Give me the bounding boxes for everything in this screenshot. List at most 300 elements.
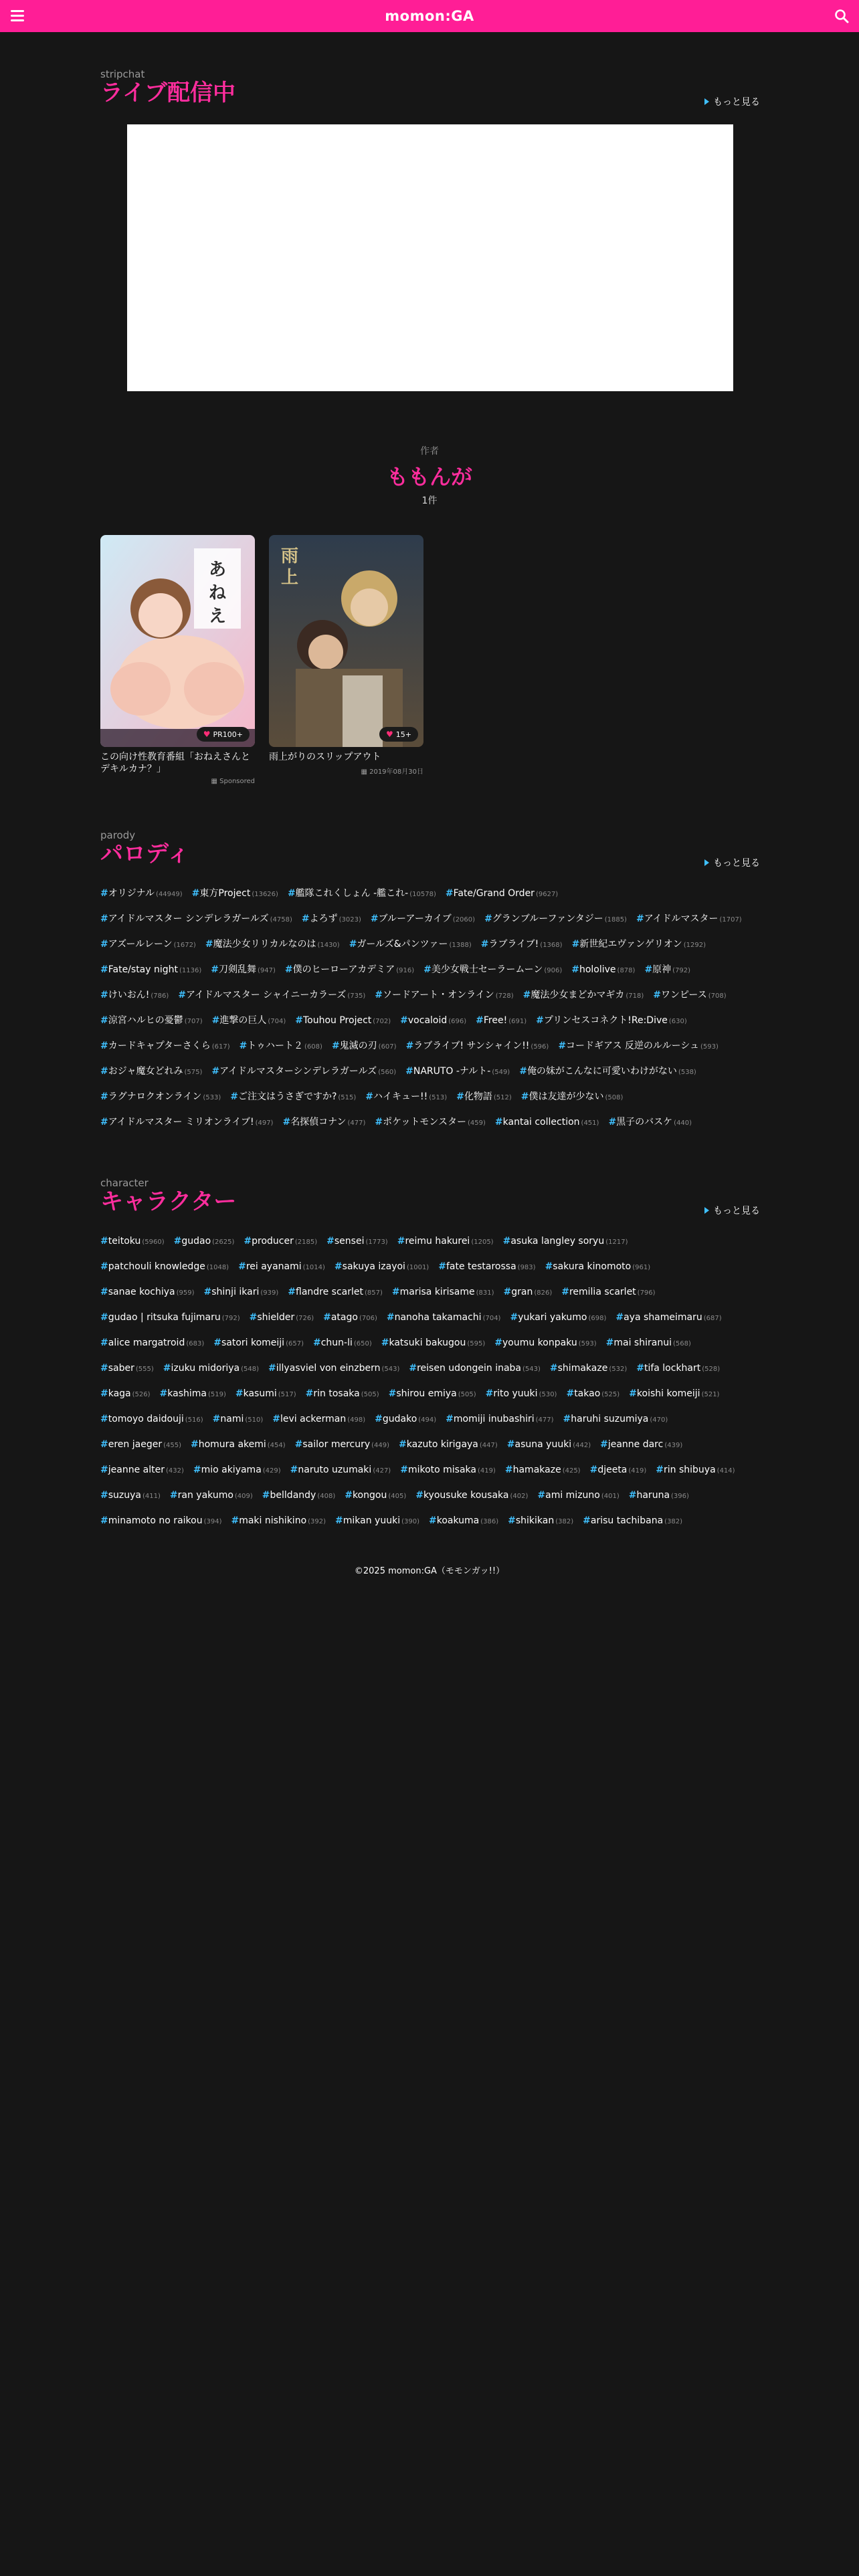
tag-count: (906) <box>544 967 563 974</box>
work-title[interactable]: 雨上がりのスリップアウト <box>269 752 381 762</box>
tag-link[interactable] <box>505 1458 581 1483</box>
tag-name: rin tosaka <box>313 1388 360 1399</box>
tag-count: (543) <box>381 1366 400 1373</box>
tag-link[interactable] <box>100 932 196 958</box>
tag-link[interactable] <box>563 1407 668 1432</box>
hash-icon: # <box>522 990 531 1000</box>
tag-count: (1048) <box>206 1264 229 1271</box>
parody-section <box>100 829 760 876</box>
hash-icon: # <box>608 1117 617 1128</box>
tag-link[interactable] <box>100 1509 221 1534</box>
tag-count: (735) <box>347 992 366 1000</box>
more-link[interactable]: もっと見る <box>704 95 760 108</box>
tag-link[interactable] <box>100 1356 154 1382</box>
tag-link[interactable] <box>231 1509 326 1534</box>
tag-link[interactable] <box>566 1382 619 1407</box>
tag-count: (3023) <box>339 916 361 924</box>
tag-link[interactable] <box>429 1509 498 1534</box>
tag-link[interactable] <box>204 1280 279 1305</box>
tag-name: gudako <box>382 1414 417 1424</box>
tag-count: (543) <box>522 1366 541 1373</box>
tag-name: kantai collection <box>502 1117 580 1128</box>
tag-count: (427) <box>373 1467 391 1475</box>
tag-link[interactable] <box>387 1305 501 1331</box>
tag-name: 東方Project <box>199 888 251 899</box>
tag-link[interactable] <box>295 1432 389 1458</box>
hash-icon: # <box>571 939 580 950</box>
tag-link[interactable] <box>335 1255 429 1280</box>
tag-name: 艦隊これくしょん -艦これ- <box>295 888 409 899</box>
tag-count: (608) <box>304 1043 322 1051</box>
tag-link[interactable] <box>644 958 690 983</box>
tag-link[interactable] <box>332 1034 397 1059</box>
tag-link[interactable] <box>481 932 563 958</box>
tag-name: 名探偵コナン <box>290 1117 347 1128</box>
tag-count: (411) <box>142 1493 161 1500</box>
tag-count: (4758) <box>270 916 292 924</box>
tag-name: rito yuuki <box>493 1388 538 1399</box>
tag-link[interactable] <box>100 1085 221 1110</box>
tag-link[interactable] <box>100 1229 165 1255</box>
tag-name: 黒子のバスケ <box>616 1117 673 1128</box>
tag-link[interactable] <box>508 1509 573 1534</box>
tag-link[interactable] <box>656 1458 735 1483</box>
tag-name: おジャ魔女どれみ <box>108 1066 183 1077</box>
tag-link[interactable] <box>326 1229 388 1255</box>
tag-link[interactable] <box>306 1382 379 1407</box>
tag-link[interactable] <box>629 1382 719 1407</box>
tag-count: (939) <box>260 1289 279 1297</box>
hash-icon: # <box>503 1287 512 1297</box>
tag-link[interactable] <box>302 907 361 932</box>
tag-link[interactable] <box>536 1008 687 1034</box>
tag-link[interactable] <box>521 1085 624 1110</box>
hash-icon: # <box>100 1515 108 1526</box>
hash-icon: # <box>400 1465 408 1475</box>
tag-link[interactable] <box>494 1331 596 1356</box>
tag-count: (2185) <box>294 1239 318 1246</box>
hash-icon: # <box>537 1490 546 1501</box>
tag-link[interactable] <box>230 1085 356 1110</box>
tag-link[interactable] <box>608 1110 692 1136</box>
svg-text:え: え <box>208 607 227 627</box>
tag-link[interactable] <box>365 1085 447 1110</box>
tag-link[interactable] <box>213 1407 264 1432</box>
tag-count: (396) <box>671 1493 689 1500</box>
svg-text:あ: あ <box>208 560 227 580</box>
tag-link[interactable] <box>100 1483 161 1509</box>
tag-link[interactable] <box>409 1356 541 1382</box>
tag-count: (512) <box>493 1094 512 1101</box>
tag-link[interactable] <box>405 1059 510 1085</box>
hash-icon: # <box>438 1261 446 1272</box>
site-logo[interactable]: momon:GA <box>385 8 474 24</box>
tag-count: (521) <box>701 1391 720 1398</box>
tag-count: (796) <box>637 1289 656 1297</box>
tag-link[interactable] <box>400 1008 466 1034</box>
tag-count: (707) <box>184 1018 203 1025</box>
tag-link[interactable] <box>446 1407 553 1432</box>
tag-count: (831) <box>476 1289 494 1297</box>
hamburger-menu-icon[interactable] <box>9 8 25 24</box>
tag-link[interactable] <box>272 1407 365 1432</box>
tag-link[interactable] <box>381 1331 486 1356</box>
tag-link[interactable] <box>335 1509 419 1534</box>
tag-count: (1136) <box>179 967 202 974</box>
tag-link[interactable] <box>163 1356 259 1382</box>
tag-count: (1430) <box>317 942 340 949</box>
tag-count: (419) <box>477 1467 496 1475</box>
tag-name: momiji inubashiri <box>453 1414 535 1424</box>
calendar-icon: ▦ <box>361 768 367 776</box>
hash-icon: # <box>397 1236 405 1247</box>
hash-icon: # <box>561 1287 569 1297</box>
hash-icon: # <box>456 1091 464 1102</box>
tag-name: アイドルマスター シンデレラガールズ <box>108 914 269 924</box>
section-eyebrow: character <box>100 1177 149 1189</box>
hash-icon: # <box>262 1490 270 1501</box>
tag-count: (409) <box>234 1493 253 1500</box>
tag-link[interactable] <box>636 907 742 932</box>
tag-link[interactable] <box>600 1432 682 1458</box>
tag-link[interactable] <box>100 1331 204 1356</box>
calendar-icon: ▦ <box>211 778 217 786</box>
tag-name: reisen udongein inaba <box>417 1363 522 1374</box>
tag-link[interactable] <box>262 1483 335 1509</box>
tag-link[interactable] <box>288 1280 383 1305</box>
tag-name: teitoku <box>108 1236 141 1247</box>
tag-count: (419) <box>628 1467 647 1475</box>
hash-icon: # <box>323 1312 331 1323</box>
more-link[interactable]: もっと見る <box>704 1204 760 1217</box>
tag-link[interactable] <box>295 1008 391 1034</box>
tag-name: ワンピース <box>660 990 707 1000</box>
tag-link[interactable] <box>653 983 726 1008</box>
tag-link[interactable] <box>191 1432 286 1458</box>
tag-name: illyasviel von einzbern <box>276 1363 381 1374</box>
tag-name: producer <box>252 1236 294 1247</box>
tag-name: haruhi suzumiya <box>571 1414 649 1424</box>
tag-link[interactable] <box>523 983 644 1008</box>
tag-link[interactable] <box>268 1356 399 1382</box>
tag-name: アイドルマスターシンデレラガールズ <box>219 1066 377 1077</box>
tag-count: (1885) <box>604 916 627 924</box>
tag-name: nami <box>220 1414 244 1424</box>
tag-link[interactable] <box>389 1382 476 1407</box>
tag-count: (593) <box>700 1043 719 1051</box>
tag-count: (505) <box>361 1391 379 1398</box>
tag-name: アズールレーン <box>108 939 173 950</box>
tag-count: (696) <box>448 1018 467 1025</box>
tag-name: 新世紀エヴァンゲリオン <box>579 939 682 950</box>
hash-icon: # <box>386 1312 395 1323</box>
tag-link[interactable] <box>438 1255 535 1280</box>
hash-icon: # <box>211 1066 220 1077</box>
tag-link[interactable] <box>503 1280 552 1305</box>
tag-link[interactable] <box>100 1280 195 1305</box>
hash-icon: # <box>100 1439 108 1450</box>
tag-count: (961) <box>632 1264 651 1271</box>
tag-link[interactable] <box>313 1331 372 1356</box>
tag-link[interactable] <box>545 1255 651 1280</box>
author-name: ももんが <box>386 464 472 490</box>
tag-name: kasumi <box>243 1388 277 1399</box>
tag-link[interactable] <box>323 1305 377 1331</box>
hash-icon: # <box>400 1015 408 1026</box>
hash-icon: # <box>566 1388 575 1399</box>
hash-icon: # <box>284 964 293 975</box>
tag-count: (1388) <box>449 942 472 949</box>
triangle-right-icon <box>704 859 709 866</box>
tag-link[interactable] <box>100 1407 203 1432</box>
hash-icon: # <box>485 1388 494 1399</box>
hash-icon: # <box>178 990 186 1000</box>
tag-name: アイドルマスター <box>644 914 719 924</box>
tag-link[interactable] <box>371 907 475 932</box>
more-link[interactable]: もっと見る <box>704 856 760 869</box>
hash-icon: # <box>334 1261 343 1272</box>
tag-link[interactable] <box>399 1432 498 1458</box>
tag-name: kyousuke kousaka <box>423 1490 509 1501</box>
tag-link[interactable] <box>282 1110 365 1136</box>
tag-link[interactable] <box>446 881 558 907</box>
tag-name: gudao | ritsuka fujimaru <box>108 1312 221 1323</box>
work-thumbnail[interactable] <box>100 535 255 747</box>
work-card[interactable] <box>100 535 255 785</box>
tag-link[interactable] <box>629 1483 689 1509</box>
tag-link[interactable] <box>213 1331 304 1356</box>
hash-icon: # <box>375 1414 383 1424</box>
tag-count: (706) <box>359 1315 377 1322</box>
hash-icon: # <box>100 964 108 975</box>
tag-count: (2625) <box>212 1239 235 1246</box>
live-stream-frame[interactable] <box>127 124 733 391</box>
tag-link[interactable] <box>423 958 562 983</box>
tag-link[interactable] <box>392 1280 494 1305</box>
tag-count: (516) <box>185 1416 203 1424</box>
tag-link[interactable] <box>636 1356 720 1382</box>
tag-name: shirou emiya <box>396 1388 457 1399</box>
tag-link[interactable] <box>290 1458 391 1483</box>
tag-count: (392) <box>308 1518 326 1525</box>
author-label: 作者 <box>420 446 439 457</box>
hash-icon: # <box>100 990 108 1000</box>
tag-link[interactable] <box>211 958 276 983</box>
tag-link[interactable] <box>561 1280 655 1305</box>
tag-link[interactable] <box>615 1305 721 1331</box>
tag-link[interactable] <box>590 1458 647 1483</box>
tag-link[interactable] <box>160 1382 226 1407</box>
tag-name: mai shiranui <box>613 1337 672 1348</box>
tag-link[interactable] <box>100 1110 273 1136</box>
hash-icon: # <box>370 914 379 924</box>
hash-icon: # <box>305 1388 314 1399</box>
tag-link[interactable] <box>100 1255 229 1280</box>
tag-link[interactable] <box>100 1034 230 1059</box>
hash-icon: # <box>589 1465 598 1475</box>
tag-name: ami mizuno <box>545 1490 600 1501</box>
triangle-right-icon <box>704 1207 709 1214</box>
tag-count: (792) <box>672 967 691 974</box>
tag-name: belldandy <box>270 1490 316 1501</box>
tag-link[interactable] <box>550 1356 627 1382</box>
tag-count: (10578) <box>409 891 436 898</box>
tag-count: (455) <box>163 1442 181 1449</box>
tag-name: youmu konpaku <box>502 1337 577 1348</box>
hash-icon: # <box>644 964 653 975</box>
tag-link[interactable] <box>537 1483 619 1509</box>
tag-link[interactable] <box>100 1059 202 1085</box>
tag-link[interactable] <box>250 1305 314 1331</box>
work-title[interactable]: この向け性教育番組「おねえさんとデキルカナ？」 <box>100 752 250 775</box>
hash-icon: # <box>545 1261 553 1272</box>
tag-count: (548) <box>241 1366 259 1373</box>
svg-text:ね: ね <box>208 583 227 603</box>
tag-link[interactable] <box>510 1305 606 1331</box>
tag-name: jeanne alter <box>108 1465 165 1475</box>
hash-icon: # <box>476 1015 484 1026</box>
tag-link[interactable] <box>606 1331 691 1356</box>
tag-link[interactable] <box>100 983 169 1008</box>
search-icon[interactable] <box>834 8 850 24</box>
tag-name: shimakaze <box>557 1363 608 1374</box>
tag-link[interactable] <box>170 1483 253 1509</box>
tag-link[interactable] <box>192 881 278 907</box>
tag-name: mikoto misaka <box>407 1465 476 1475</box>
tag-count: (595) <box>467 1340 486 1348</box>
hash-icon: # <box>100 1337 108 1348</box>
tag-link[interactable] <box>519 1059 696 1085</box>
tag-link[interactable] <box>100 1305 240 1331</box>
hash-icon: # <box>100 1015 108 1026</box>
live-section <box>100 68 760 115</box>
tag-link[interactable] <box>178 983 365 1008</box>
tag-link[interactable] <box>285 958 414 983</box>
tag-count: (560) <box>378 1069 397 1076</box>
tag-link[interactable] <box>235 1382 296 1407</box>
tag-name: rin shibuya <box>664 1465 716 1475</box>
app-header <box>0 0 859 32</box>
tag-name: maki nishikino <box>239 1515 307 1526</box>
tag-link[interactable] <box>400 1458 496 1483</box>
section-title: キャラクター <box>100 1188 237 1215</box>
tag-count: (432) <box>165 1467 184 1475</box>
tag-name: tifa lockhart <box>644 1363 701 1374</box>
tag-name: fate testarossa <box>446 1261 516 1272</box>
tag-link[interactable] <box>193 1458 281 1483</box>
tag-count: (408) <box>317 1493 336 1500</box>
hash-icon: # <box>203 1287 212 1297</box>
tag-link[interactable] <box>495 1110 599 1136</box>
tag-link[interactable] <box>558 1034 719 1059</box>
tag-name: kazuto kirigaya <box>406 1439 478 1450</box>
work-meta: ▦ 2019年08月30日 <box>361 768 423 776</box>
tag-link[interactable] <box>572 932 706 958</box>
tag-link[interactable] <box>100 958 201 983</box>
tag-link[interactable] <box>375 1110 486 1136</box>
tag-link[interactable] <box>345 1483 406 1509</box>
tag-link[interactable] <box>583 1509 682 1534</box>
tag-count: (593) <box>578 1340 597 1348</box>
tag-link[interactable] <box>211 1059 396 1085</box>
tag-link[interactable] <box>456 1085 512 1110</box>
tag-name: Fate/stay night <box>108 964 179 975</box>
hash-icon: # <box>335 1515 343 1526</box>
tag-link[interactable] <box>476 1008 527 1034</box>
tag-link[interactable] <box>205 932 340 958</box>
tag-link[interactable] <box>100 907 292 932</box>
tag-link[interactable] <box>100 1008 203 1034</box>
tag-link[interactable] <box>174 1229 235 1255</box>
tag-link[interactable] <box>571 958 635 983</box>
character-tag-list <box>100 1229 760 1534</box>
rating-badge: ♥ PR100+ <box>197 727 250 742</box>
tag-count: (947) <box>258 967 276 974</box>
tag-link[interactable] <box>503 1229 628 1255</box>
hash-icon: # <box>502 1236 511 1247</box>
section-eyebrow: stripchat <box>100 68 145 80</box>
tag-count: (607) <box>378 1043 397 1051</box>
hash-icon: # <box>405 1066 413 1077</box>
tag-link[interactable] <box>484 907 627 932</box>
tag-link[interactable] <box>415 1483 528 1509</box>
tag-link[interactable] <box>375 1407 436 1432</box>
hash-icon: # <box>230 1091 238 1102</box>
tag-name: Fate/Grand Order <box>453 888 535 899</box>
tag-name: yukari yakumo <box>518 1312 587 1323</box>
tag-name: sakura kinomoto <box>553 1261 632 1272</box>
tag-name: chun-li <box>320 1337 353 1348</box>
tag-link[interactable] <box>349 932 472 958</box>
hash-icon: # <box>268 1363 276 1374</box>
tag-link[interactable] <box>100 881 183 907</box>
tag-link[interactable] <box>486 1382 557 1407</box>
tag-name: グランブルーファンタジー <box>492 914 603 924</box>
character-section <box>100 1177 760 1224</box>
work-thumbnail[interactable] <box>269 535 423 747</box>
tag-name: rei ayanami <box>246 1261 302 1272</box>
tag-link[interactable] <box>375 983 513 1008</box>
tag-link[interactable] <box>100 1382 151 1407</box>
hash-icon: # <box>193 1465 201 1475</box>
tag-count: (477) <box>347 1119 366 1127</box>
tag-link[interactable] <box>212 1008 286 1034</box>
hash-icon: # <box>628 1490 637 1501</box>
tag-link[interactable] <box>288 881 436 907</box>
tag-name: けいおん! <box>108 990 150 1000</box>
hash-icon: # <box>294 1439 303 1450</box>
tag-link[interactable] <box>100 1458 184 1483</box>
tag-link[interactable] <box>240 1034 322 1059</box>
tag-name: asuna yuuki <box>514 1439 572 1450</box>
tag-link[interactable] <box>406 1034 549 1059</box>
tag-count: (1205) <box>471 1239 494 1246</box>
tag-link[interactable] <box>100 1432 181 1458</box>
work-card[interactable] <box>269 535 423 776</box>
section-title: パロディ <box>100 841 190 867</box>
tag-link[interactable] <box>507 1432 591 1458</box>
tag-count: (726) <box>296 1315 314 1322</box>
tag-count: (442) <box>573 1442 591 1449</box>
tag-name: nanoha takamachi <box>394 1312 482 1323</box>
tag-count: (657) <box>286 1340 304 1348</box>
tag-count: (1707) <box>719 916 742 924</box>
tag-link[interactable] <box>244 1229 317 1255</box>
tag-link[interactable] <box>397 1229 494 1255</box>
tag-name: minamoto no raikou <box>108 1515 203 1526</box>
tag-link[interactable] <box>238 1255 325 1280</box>
tag-name: コードギアス 反逆のルルーシュ <box>566 1041 700 1051</box>
